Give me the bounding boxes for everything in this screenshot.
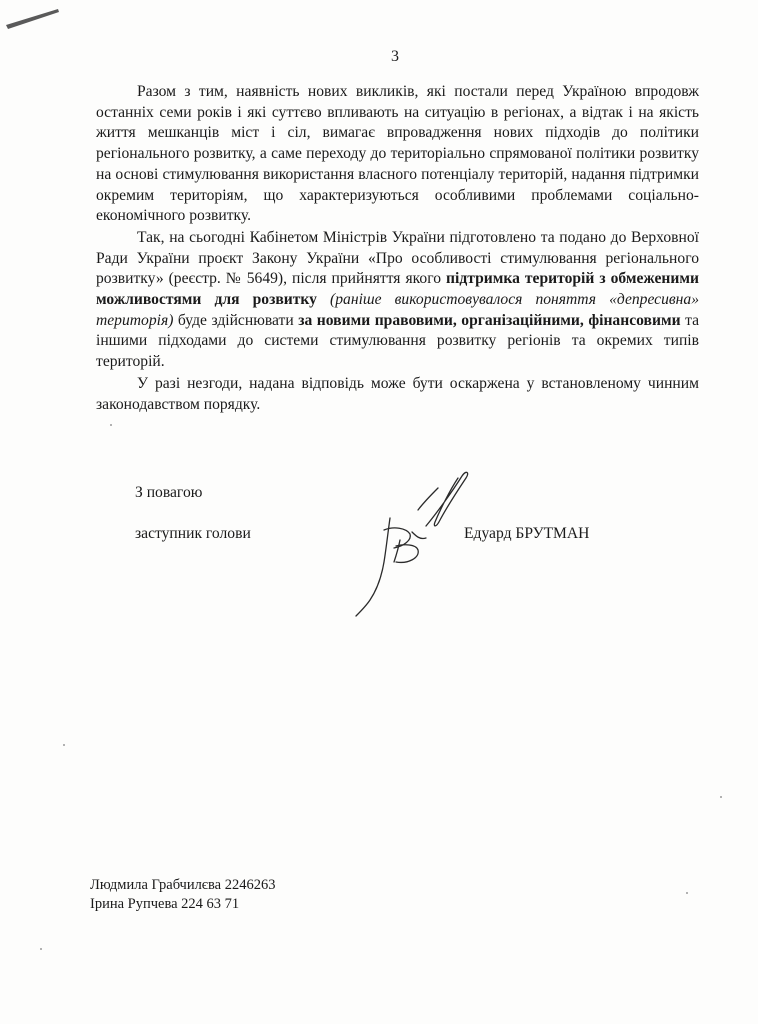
contact-line: Людмила Грабчилєва 2246263 [90, 877, 276, 893]
text-span: У разі незгоди, надана відповідь може бути оскаржена у встановленому чинним законодавством порядку. [96, 374, 699, 413]
scan-speck [40, 948, 42, 950]
text-span: Так, на сьогодні Кабінетом Міністрів України підготовлено та подано до Верховної Ради України проєкт Закону України «Про особливості стимулювання регіонального розвитку» (реєстр. № 5649), після прийняття якого [96, 228, 699, 288]
italic-text-span: (раніше використовувалося поняття «депресивна» територія) [96, 291, 699, 329]
text-span: Разом з тим, наявність нових викликів, які постали перед Україною впродовж останніх семи років і які суттєво впливають на ситуацію в регіонах, а відтак і на якість життя мешканців міст і сіл, вимагає впровадження нових підходів до політики регіонального розвитку, а саме переходу до територіально спрямованої політики розвитку на основі стимулювання використання власного потенціалу територій, надання підтримки окремим територіям, що характеризуються особливими проблемами соціально-економічного розвитку. [96, 83, 699, 225]
contact-line: Ірина Рупчева 224 63 71 [90, 896, 240, 912]
body-paragraph [96, 228, 699, 373]
scan-speck [720, 796, 722, 798]
text-span: буде здійснювати [173, 311, 299, 329]
bold-text-span: за новими правовими, організаційними, фінансовими [298, 311, 681, 329]
scan-edge-mark [4, 3, 64, 33]
text-span [317, 291, 330, 308]
body-paragraph [96, 374, 699, 415]
scan-speck [110, 424, 112, 426]
scan-speck [686, 892, 688, 894]
text-span: та іншими підходами до системи стимулювання розвитку регіонів та окремих типів територій. [96, 311, 700, 371]
signer-name: Едуард БРУТМАН [464, 525, 590, 542]
contact-list [90, 876, 276, 914]
body-paragraph [96, 82, 699, 227]
bold-text-span: підтримка територій з обмеженими можливостями для розвитку [96, 270, 700, 309]
scan-speck [63, 744, 65, 746]
letter-body [96, 82, 699, 415]
handwritten-signature [340, 470, 480, 620]
signer-position: заступник голови [135, 525, 251, 542]
page-number: 3 [391, 48, 399, 65]
closing-salutation: З повагою [135, 484, 203, 501]
